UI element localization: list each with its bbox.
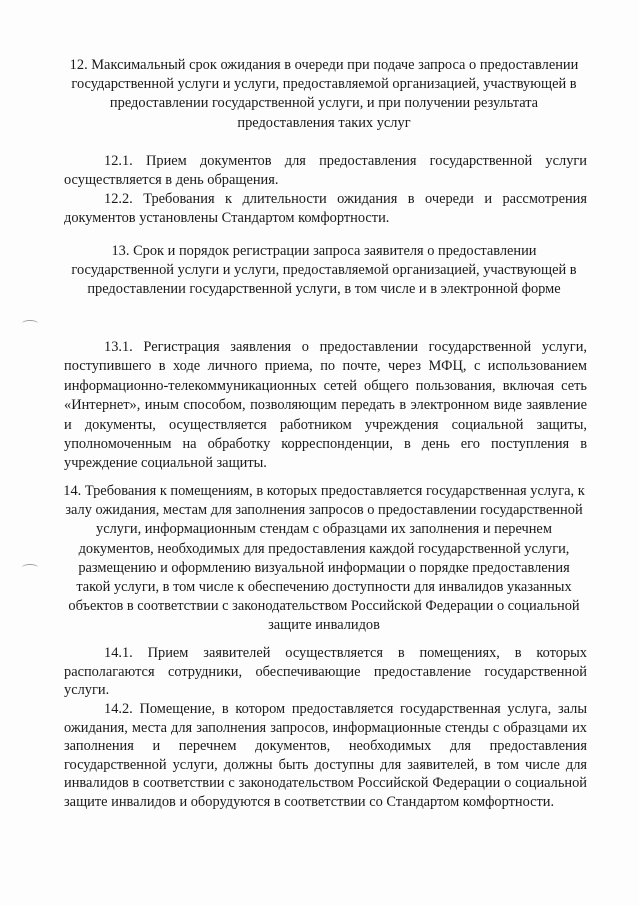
section-14-heading: 14. Требования к помещениям, в которых предоставляется государственная услуга, к залу ожидания, местам для заполнения запросов о предоставлении государственной услуги, информационным стендам с образцами их заполнения и перечнем документов, необходимых для предоставления каждой государственной услуги, размещению и оформлению визуальной информации о порядке предоставления такой услуги, в том числе к обеспечению доступности для инвалидов указанных объектов в соответствии с законодательством Российской Федерации о социальной защите инвалидов: [63, 483, 585, 634]
section-12-heading: 12. Максимальный срок ожидания в очереди при подаче запроса о предоставлении государственной услуги и услуги, предоставляемой организацией, участвующей в предоставлении государственной услуги, и при получении результата предоставления таких услуг: [69, 57, 579, 131]
paragraph-14-1: 14.1. Прием заявителей осуществляется в помещениях, в которых располагаются сотрудники, обеспечивающие предоставление государственной услуги.: [64, 645, 587, 699]
scan-margin-mark: [22, 320, 38, 327]
paragraph-14-2: 14.2. Помещение, в котором предоставляется государственная услуга, залы ожидания, места для заполнения запросов, информационные стенды с образцами их заполнения и перечнем документов, необходимых для предоставления государственной услуги, должны быть доступны для заявителей, в том числе для инвалидов в соответствии с законодательством Российской Федерации о социальной защите инвалидов и оборудуются в соответствии со Стандартом комфортности.: [64, 701, 587, 810]
paragraph-12-1: 12.1. Прием документов для предоставления государственной услуги осуществляется в день обращения.: [64, 153, 587, 188]
paragraph-12-2: 12.2. Требования к длительности ожидания в очереди и рассмотрения документов установлены Стандартом комфортности.: [64, 191, 587, 226]
paragraph-13-1: 13.1. Регистрация заявления о предоставлении государственной услуги, поступившего в ходе личного приема, по почте, через МФЦ, с использованием информационно-телекоммуникационных сетей общего пользования, включая сеть «Интернет», иным способом, позволяющим передать в электронном виде заявление и документы, осуществляется работником учреждения социальной защиты, уполномоченным на обработку корреспонденции, в день его поступления в учреждение социальной защиты.: [64, 339, 587, 472]
section-13-heading: 13. Срок и порядок регистрации запроса заявителя о предоставлении государственной услуги и услуги, предоставляемой организацией, участвующей в предоставлении государственной услуги, в том числе и в электронной форме: [71, 243, 577, 298]
scan-margin-mark: [22, 564, 38, 571]
